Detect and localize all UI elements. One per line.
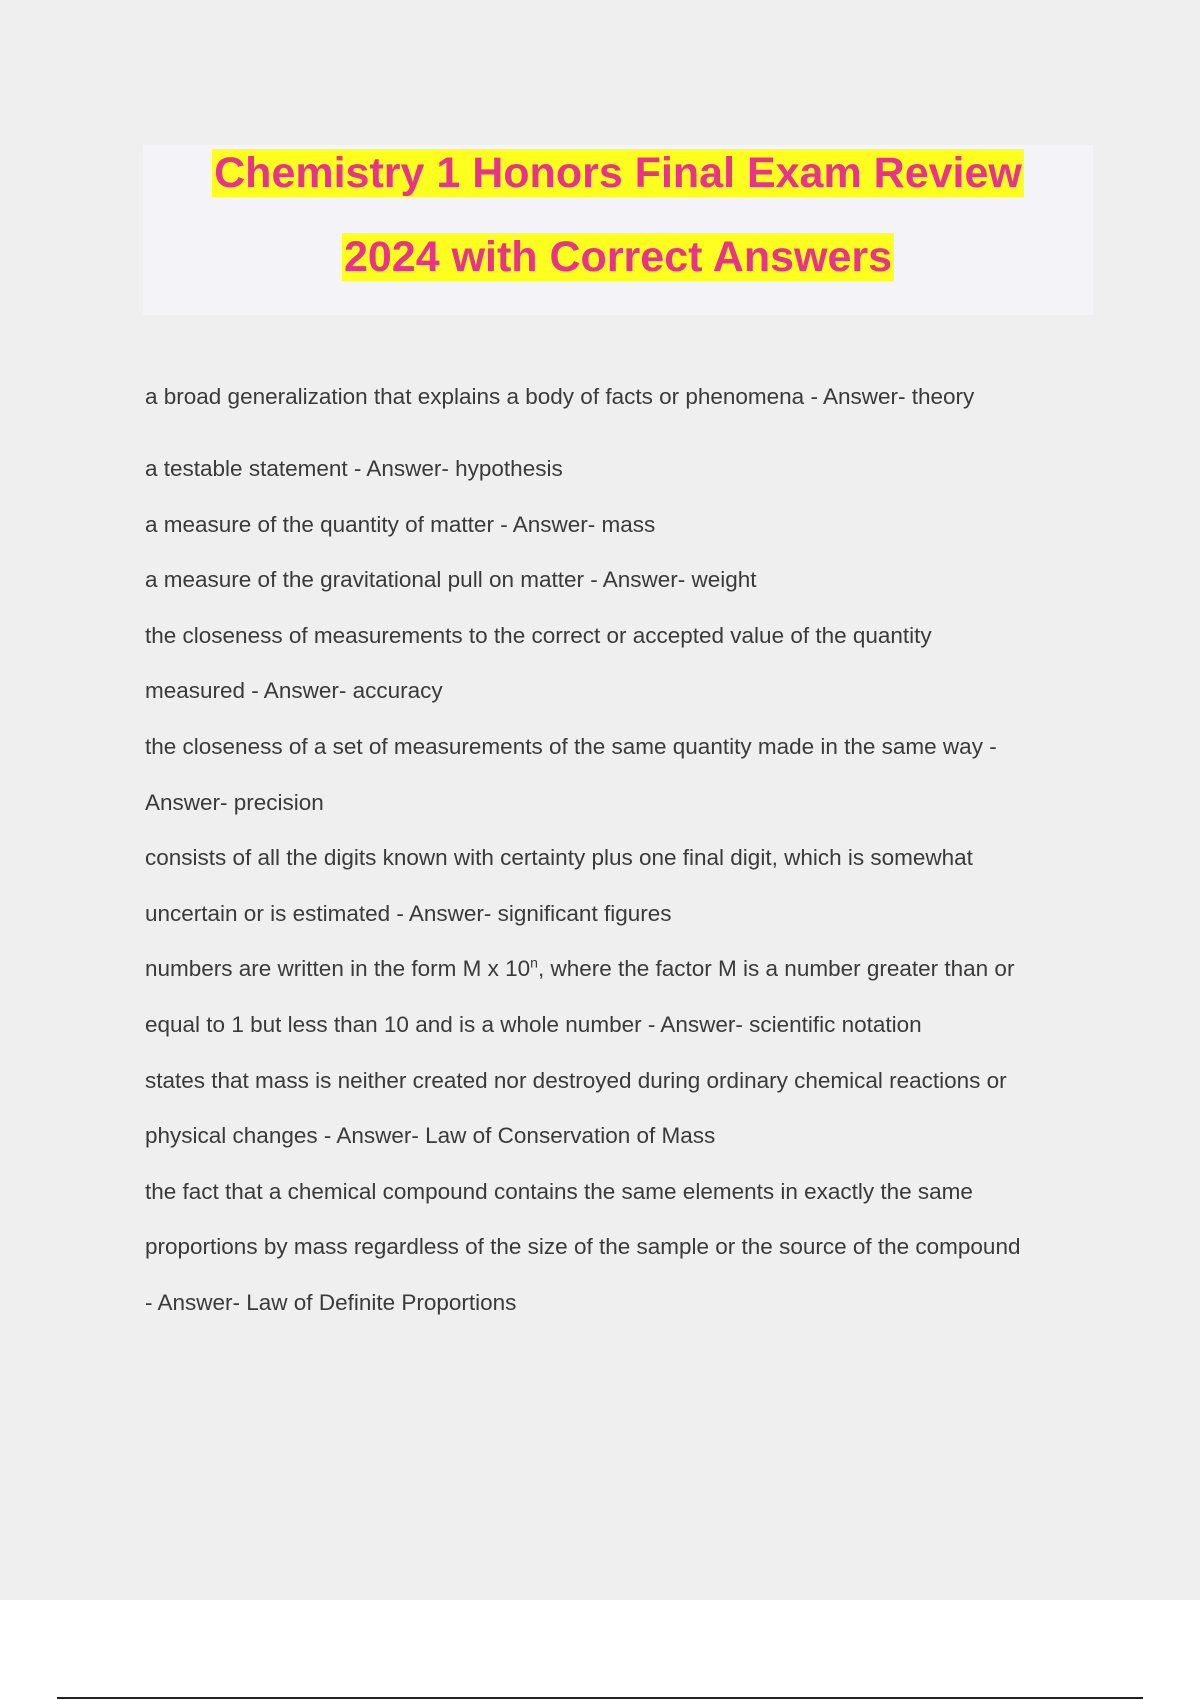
body-line: the closeness of measurements to the correct or accepted value of the quantity (145, 623, 932, 648)
body-line: uncertain or is estimated - Answer- significant figures (145, 901, 672, 926)
title-highlight-1: Chemistry 1 Honors Final Exam Review (214, 149, 1022, 197)
body-line: a measure of the quantity of matter - Answer- mass (145, 512, 656, 537)
bottom-divider (57, 1697, 1143, 1699)
body-line: measured - Answer- accuracy (145, 678, 443, 703)
body-line: a broad generalization that explains a body of facts or phenomena - Answer- theory (145, 384, 975, 409)
body-line: - Answer- Law of Definite Proportions (145, 1290, 517, 1315)
body-line: physical changes - Answer- Law of Conservation of Mass (145, 1123, 716, 1148)
body-line: the fact that a chemical compound contains the same elements in exactly the same (145, 1179, 973, 1204)
document-title-line-2 (143, 232, 1093, 282)
body-line: Answer- precision (145, 790, 324, 815)
superscript-exponent: n (530, 954, 538, 971)
body-line: equal to 1 but less than 10 and is a whole number - Answer- scientific notation (145, 1012, 922, 1037)
body-line: a measure of the gravitational pull on matter - Answer- weight (145, 567, 757, 592)
body-line: proportions by mass regardless of the size of the sample or the source of the compound (145, 1234, 1021, 1259)
body-line: consists of all the digits known with certainty plus one final digit, which is somewhat (145, 845, 973, 870)
body-line: states that mass is neither created nor destroyed during ordinary chemical reactions or (145, 1068, 1007, 1093)
title-highlight-2: 2024 with Correct Answers (343, 233, 893, 281)
document-title-line-1 (143, 148, 1093, 198)
body-line (145, 955, 1014, 983)
body-text: , where the factor M is a number greater than or (537, 956, 1015, 981)
body-text: numbers are written in the form M x 10 (145, 956, 531, 981)
body-line: a testable statement - Answer- hypothesis (145, 456, 563, 481)
body-line: the closeness of a set of measurements of the same quantity made in the same way - (145, 734, 997, 759)
